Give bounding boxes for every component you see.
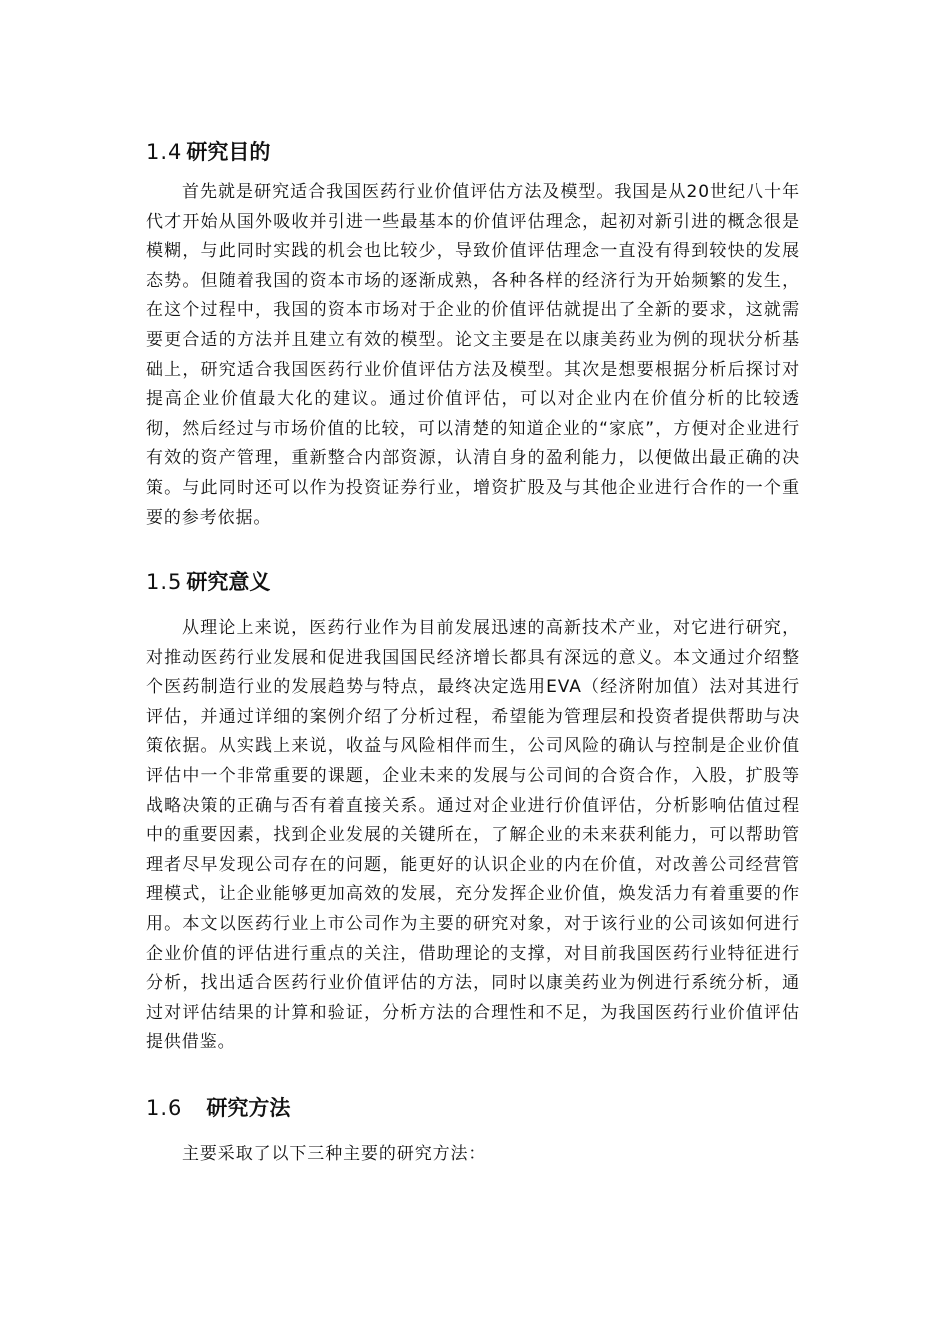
section-number: 1.4 xyxy=(146,140,183,164)
section-heading-1-4 xyxy=(146,138,270,166)
section-number: 1.5 xyxy=(146,570,183,594)
section-title: 研究方法 xyxy=(206,1096,291,1120)
section-number: 1.6 xyxy=(146,1096,183,1120)
paragraph: 首先就是研究适合我国医药行业价值评估方法及模型。我国是从20世纪八十年代才开始从国外吸收并引进一些最基本的价值评估理念，起初对新引进的概念很是模糊，与此同时实践的机会也比较少，导致价值评估理念一直没有得到较快的发展态势。但随着我国的资本市场的逐渐成熟，各种各样的经济行为开始频繁的发生，在这个过程中，我国的资本市场对于企业的价值评估就提出了全新的要求，这就需要更合适的方法并且建立有效的模型。论文主要是在以康美药业为例的现状分析基础上，研究适合我国医药行业价值评估方法及模型。其次是想要根据分析后探讨对提高企业价值最大化的建议。通过价值评估，可以对企业内在价值分析的比较透彻，然后经过与市场价值的比较，可以清楚的知道企业的“家底”，方便对企业进行有效的资产管理，重新整合内部资源，认清自身的盈利能力，以便做出最正确的决策。与此同时还可以作为投资证券行业，增资扩股及与其他企业进行合作的一个重要的参考依据。 xyxy=(146,182,800,528)
paragraph: 从理论上来说，医药行业作为目前发展迅速的高新技术产业，对它进行研究，对推动医药行业发展和促进我国国民经济增长都具有深远的意义。本文通过介绍整个医药制造行业的发展趋势与特点，最终决定选用EVA（经济附加值）法对其进行评估，并通过详细的案例介绍了分析过程，希望能为管理层和投资者提供帮助与决策依据。从实践上来说，收益与风险相伴而生，公司风险的确认与控制是企业价值评估中一个非常重要的课题，企业未来的发展与公司间的合资合作，入股，扩股等战略决策的正确与否有着直接关系。通过对企业进行价值评估，分析影响估值过程中的重要因素，找到企业发展的关键所在，了解企业的未来获利能力，可以帮助管理者尽早发现公司存在的问题，能更好的认识企业的内在价值，对改善公司经营管理模式，让企业能够更加高效的发展，充分发挥企业价值，焕发活力有着重要的作用。本文以医药行业上市公司作为主要的研究对象，对于该行业的公司该如何进行企业价值的评估进行重点的关注，借助理论的支撑，对目前我国医药行业特征进行分析，找出适合医药行业价值评估的方法，同时以康美药业为例进行系统分析，通过对评估结果的计算和验证，分析方法的合理性和不足，为我国医药行业价值评估提供借鉴。 xyxy=(146,618,800,1053)
section-title: 研究意义 xyxy=(186,570,271,594)
section-title: 研究目的 xyxy=(186,140,271,164)
section-heading-1-6 xyxy=(146,1094,290,1122)
section-heading-1-5 xyxy=(146,568,270,596)
paragraph: 主要采取了以下三种主要的研究方法： xyxy=(182,1144,487,1164)
